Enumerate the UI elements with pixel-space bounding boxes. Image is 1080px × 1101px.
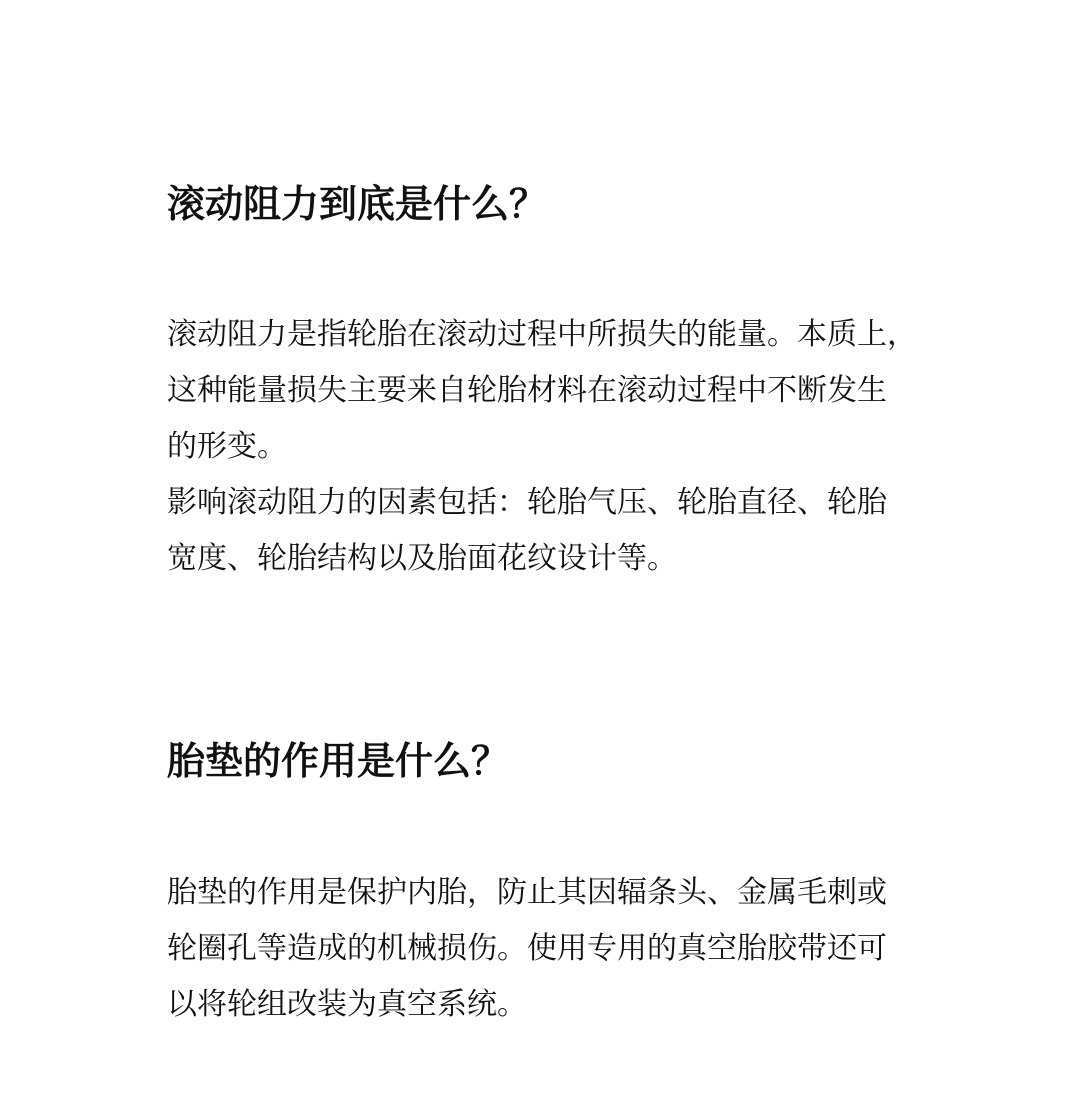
paragraph-line: 滚动阻力是指轮胎在滚动过程中所损失的能量。本质上，	[167, 317, 917, 352]
paragraph	[167, 865, 927, 1033]
paragraph-line: 胎垫的作用是保护内胎，防止其因辐条头、金属毛刺或	[167, 875, 887, 910]
paragraph-line: 影响滚动阻力的因素包括：轮胎气压、轮胎直径、轮胎	[167, 485, 887, 520]
paragraph-line: 宽度、轮胎结构以及胎面花纹设计等。	[167, 541, 677, 576]
section-rim-tape	[167, 735, 927, 1033]
paragraph	[167, 475, 927, 587]
paragraph-line: 轮圈孔等造成的机械损伤。使用专用的真空胎胶带还可	[167, 931, 887, 966]
paragraph-line: 的形变。	[167, 429, 287, 464]
section-heading: 滚动阻力到底是什么？	[167, 182, 548, 226]
paragraph-line: 以将轮组改装为真空系统。	[167, 987, 527, 1022]
section-rolling-resistance	[167, 178, 927, 587]
paragraph	[167, 307, 927, 475]
section-heading: 胎垫的作用是什么？	[167, 739, 510, 783]
paragraph-line: 这种能量损失主要来自轮胎材料在滚动过程中不断发生	[167, 373, 887, 408]
